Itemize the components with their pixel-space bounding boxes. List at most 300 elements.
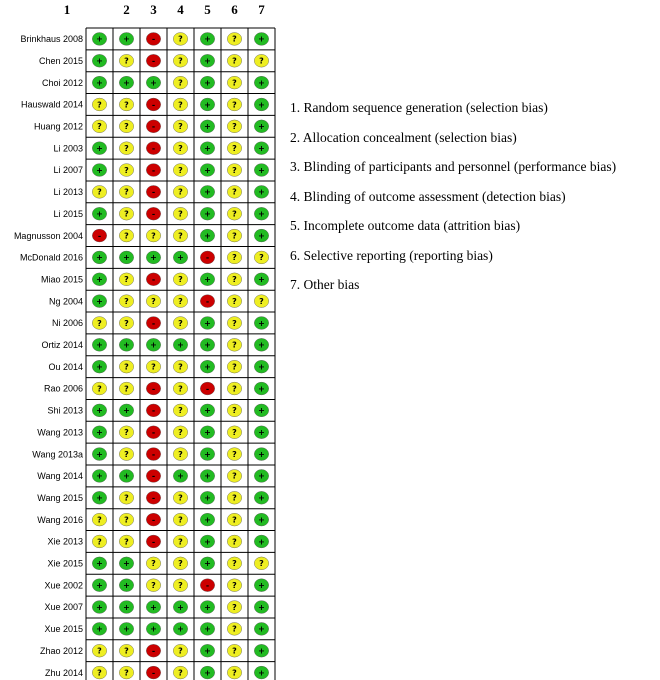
rating-marker-unclear [173,229,187,242]
rating-symbol: - [151,668,156,678]
study-label: Xue 2015 [44,624,83,635]
rating-symbol: ? [259,559,264,569]
study-label: Xie 2015 [47,558,83,569]
rating-symbol: + [204,165,211,175]
rating-marker-low [92,360,106,373]
rating-marker-unclear [227,229,241,242]
rating-symbol: + [204,143,211,153]
rating-marker-low [254,273,268,286]
rating-marker-unclear [146,579,160,592]
rating-marker-unclear [173,76,187,89]
rating-symbol: ? [97,122,102,132]
rating-marker-unclear [173,513,187,526]
rating-marker-low [92,295,106,308]
rating-marker-unclear [119,666,133,679]
rating-symbol: ? [178,646,183,656]
rating-symbol: + [177,471,184,481]
rating-marker-high [146,120,160,133]
rating-symbol: ? [124,449,129,459]
rating-marker-unclear [173,579,187,592]
rating-marker-low [254,491,268,504]
rating-marker-low [119,557,133,570]
rating-symbol: + [204,624,211,634]
rating-symbol: + [96,209,103,219]
rating-marker-unclear [92,666,106,679]
rating-symbol: + [96,78,103,88]
rating-symbol: + [123,34,130,44]
rating-symbol: + [150,253,157,263]
rating-marker-high [200,251,214,264]
rating-symbol: ? [232,493,237,503]
study-label: Xie 2013 [47,536,83,547]
rating-symbol: ? [178,537,183,547]
rating-symbol: + [177,340,184,350]
rating-symbol: ? [178,165,183,175]
rating-marker-unclear [173,360,187,373]
rating-marker-low [200,229,214,242]
rating-marker-high [146,142,160,155]
rating-symbol: ? [178,428,183,438]
rating-symbol: + [258,449,265,459]
rating-symbol: ? [97,646,102,656]
rating-marker-unclear [119,513,133,526]
rating-marker-unclear [227,273,241,286]
rating-marker-unclear [227,185,241,198]
rating-marker-unclear [173,295,187,308]
rating-marker-low [119,404,133,417]
rating-symbol: + [96,449,103,459]
rating-marker-unclear [227,360,241,373]
rating-symbol: ? [259,56,264,66]
rating-marker-low [119,622,133,635]
rating-symbol: ? [97,384,102,394]
rating-symbol: + [258,668,265,678]
rating-marker-low [119,601,133,614]
rating-symbol: + [204,646,211,656]
rating-symbol: ? [124,143,129,153]
rating-marker-unclear [227,142,241,155]
study-label: Ni 2006 [51,318,83,329]
rating-marker-low [254,207,268,220]
rating-marker-low [119,338,133,351]
rating-marker-low [173,601,187,614]
rating-symbol: ? [232,56,237,66]
rating-symbol: ? [232,253,237,263]
rating-symbol: + [96,580,103,590]
rating-symbol: - [151,209,156,219]
rating-marker-unclear [254,557,268,570]
rating-marker-low [119,33,133,46]
rating-symbol: + [258,602,265,612]
rating-marker-unclear [119,229,133,242]
rating-symbol: + [204,209,211,219]
rating-marker-unclear [173,33,187,46]
rating-marker-low [200,98,214,111]
rating-symbol: ? [232,449,237,459]
rating-marker-low [200,273,214,286]
rating-marker-high [146,470,160,483]
rating-marker-unclear [92,535,106,548]
study-label: Ng 2004 [48,296,83,307]
rating-marker-low [173,338,187,351]
rating-marker-low [119,470,133,483]
rating-symbol: ? [178,209,183,219]
rating-symbol: ? [232,340,237,350]
rating-symbol: - [151,143,156,153]
rating-marker-unclear [227,98,241,111]
rating-marker-low [254,535,268,548]
column-header-6: 6 [231,2,238,17]
rating-marker-unclear [227,448,241,461]
rating-marker-unclear [119,382,133,395]
rating-marker-low [254,185,268,198]
rating-symbol: ? [151,296,156,306]
rating-symbol: + [204,449,211,459]
rating-symbol: + [123,78,130,88]
rating-symbol: + [204,100,211,110]
rating-marker-unclear [173,207,187,220]
rating-symbol: + [204,428,211,438]
rating-marker-unclear [227,557,241,570]
rating-symbol: ? [151,231,156,241]
rating-symbol: ? [232,275,237,285]
legend-item-4: 4. Blinding of outcome assessment (detection bias) [290,188,566,204]
rating-symbol: ? [232,122,237,132]
rating-symbol: + [150,602,157,612]
rating-symbol: + [96,624,103,634]
rating-symbol: + [258,384,265,394]
study-label: Li 2015 [53,208,83,219]
rating-marker-unclear [173,120,187,133]
rating-symbol: ? [151,559,156,569]
rating-symbol: ? [178,362,183,372]
rating-symbol: + [204,559,211,569]
rating-marker-unclear [173,426,187,439]
rating-marker-low [92,557,106,570]
study-label: Li 2007 [53,165,83,176]
rating-marker-unclear [146,557,160,570]
rating-symbol: + [96,143,103,153]
legend-item-6: 6. Selective reporting (reporting bias) [290,247,493,263]
rating-symbol: + [258,493,265,503]
rating-marker-high [146,404,160,417]
rating-marker-low [92,54,106,67]
study-label: Zhu 2014 [44,667,83,678]
rating-symbol: + [96,340,103,350]
rating-marker-low [254,448,268,461]
rating-marker-low [254,622,268,635]
rating-marker-low [200,164,214,177]
rating-marker-unclear [227,535,241,548]
rating-marker-low [200,404,214,417]
study-label: Shi 2013 [47,405,83,416]
rating-marker-low [200,448,214,461]
rating-marker-unclear [227,317,241,330]
rating-symbol: + [258,537,265,547]
rating-symbol: + [258,515,265,525]
rating-symbol: + [96,362,103,372]
rating-marker-unclear [227,426,241,439]
rating-marker-low [92,164,106,177]
rating-marker-unclear [119,535,133,548]
rating-marker-low [254,360,268,373]
rating-symbol: ? [97,515,102,525]
legend-item-3: 3. Blinding of participants and personnel (performance bias) [290,159,617,174]
rating-symbol: + [204,362,211,372]
rating-symbol: ? [232,515,237,525]
rating-symbol: ? [178,406,183,416]
rating-marker-low [92,426,106,439]
rating-symbol: ? [124,231,129,241]
rating-marker-unclear [173,164,187,177]
rating-marker-low [119,251,133,264]
rating-marker-unclear [119,426,133,439]
rating-marker-unclear [119,360,133,373]
rating-marker-low [92,207,106,220]
rating-symbol: - [151,275,156,285]
rating-symbol: + [204,122,211,132]
rating-marker-high [146,644,160,657]
rating-symbol: + [96,165,103,175]
rating-marker-low [254,142,268,155]
rating-symbol: - [151,406,156,416]
rating-symbol: ? [124,56,129,66]
rating-marker-unclear [146,229,160,242]
column-header-2: 2 [123,2,130,17]
rating-symbol: + [258,471,265,481]
rating-symbol: + [96,471,103,481]
rating-marker-low [173,251,187,264]
rating-marker-unclear [119,185,133,198]
rating-symbol: ? [124,493,129,503]
rating-symbol: ? [124,209,129,219]
column-header-7: 7 [258,2,265,17]
rating-marker-unclear [119,295,133,308]
rating-marker-low [200,338,214,351]
rating-symbol: + [258,406,265,416]
study-label: Chen 2015 [38,55,83,66]
rating-symbol: ? [97,100,102,110]
rating-marker-unclear [227,470,241,483]
rating-symbol: + [204,56,211,66]
rating-symbol: + [258,428,265,438]
legend-item-7: 7. Other bias [290,277,360,292]
rating-symbol: + [204,187,211,197]
rating-symbol: + [123,580,130,590]
rating-marker-unclear [173,142,187,155]
rating-marker-low [254,666,268,679]
rating-marker-unclear [227,601,241,614]
rating-marker-low [119,76,133,89]
rating-marker-low [254,164,268,177]
rating-symbol: ? [178,559,183,569]
rating-symbol: - [151,646,156,656]
rating-marker-unclear [173,666,187,679]
rating-symbol: ? [232,384,237,394]
rating-symbol: - [151,537,156,547]
rating-symbol: + [123,406,130,416]
rating-marker-low [146,338,160,351]
rating-marker-low [200,470,214,483]
rating-symbol: ? [178,100,183,110]
rating-marker-unclear [227,207,241,220]
rating-marker-unclear [173,535,187,548]
rating-marker-unclear [173,317,187,330]
rating-symbol: + [96,253,103,263]
rating-marker-high [92,229,106,242]
rating-marker-unclear [227,120,241,133]
rating-marker-low [200,33,214,46]
rating-marker-unclear [119,448,133,461]
study-label: Wang 2014 [37,471,83,482]
rating-marker-high [146,535,160,548]
rating-marker-high [200,295,214,308]
study-label: Xue 2007 [44,602,83,613]
rating-marker-low [200,76,214,89]
rating-marker-low [200,513,214,526]
rating-symbol: - [97,231,102,241]
study-label: Ortiz 2014 [41,340,83,351]
rating-symbol: ? [124,515,129,525]
study-label: Zhao 2012 [39,645,83,656]
rating-symbol: + [123,602,130,612]
study-label: Wang 2013 [37,427,83,438]
rating-marker-unclear [92,513,106,526]
rating-symbol: - [151,34,156,44]
rating-symbol: ? [178,122,183,132]
rating-marker-low [254,470,268,483]
rating-symbol: ? [178,296,183,306]
rating-symbol: + [96,602,103,612]
rating-marker-unclear [227,644,241,657]
rating-symbol: + [150,340,157,350]
rating-marker-high [146,513,160,526]
rating-symbol: ? [124,428,129,438]
rating-marker-low [200,491,214,504]
rating-marker-low [119,579,133,592]
rating-marker-unclear [173,404,187,417]
rating-marker-high [146,185,160,198]
rating-symbol: ? [178,449,183,459]
rating-symbol: ? [232,668,237,678]
rating-symbol: ? [232,100,237,110]
rating-symbol: + [258,362,265,372]
rating-marker-low [200,185,214,198]
rating-symbol: + [96,559,103,569]
rating-marker-low [173,622,187,635]
rating-symbol: + [150,624,157,634]
rating-symbol: - [151,122,156,132]
rating-symbol: ? [232,646,237,656]
rating-marker-low [200,142,214,155]
column-header-1: 1 [63,2,71,17]
rating-symbol: ? [178,493,183,503]
rating-marker-low [200,644,214,657]
rating-symbol: ? [232,471,237,481]
rating-symbol: + [96,275,103,285]
rating-marker-unclear [227,579,241,592]
rating-marker-high [146,207,160,220]
rating-marker-low [200,426,214,439]
rating-symbol: + [258,580,265,590]
rating-marker-low [254,601,268,614]
rating-marker-low [200,622,214,635]
rating-marker-low [146,601,160,614]
rating-marker-unclear [92,98,106,111]
rating-marker-low [254,120,268,133]
rating-marker-low [92,404,106,417]
rating-marker-unclear [173,644,187,657]
study-label: McDonald 2016 [19,252,83,263]
rating-symbol: + [258,340,265,350]
rating-marker-unclear [227,33,241,46]
rating-marker-unclear [146,360,160,373]
rating-symbol: + [258,231,265,241]
rating-marker-low [146,622,160,635]
rating-symbol: - [151,471,156,481]
rating-marker-low [200,535,214,548]
rating-symbol: ? [97,537,102,547]
rating-symbol: - [151,384,156,394]
study-label: Hauswald 2014 [20,99,83,110]
column-header-3: 3 [150,2,157,17]
rating-symbol: ? [178,34,183,44]
rating-marker-unclear [173,557,187,570]
rating-symbol: + [96,493,103,503]
rating-symbol: + [96,428,103,438]
rating-symbol: + [204,515,211,525]
rating-symbol: + [258,624,265,634]
rating-symbol: ? [259,253,264,263]
rating-marker-unclear [173,54,187,67]
rating-marker-unclear [227,338,241,351]
rating-symbol: + [204,406,211,416]
rating-marker-unclear [227,404,241,417]
rating-marker-unclear [173,273,187,286]
study-label: Brinkhaus 2008 [20,34,83,45]
rating-symbol: + [123,624,130,634]
rating-marker-high [146,54,160,67]
rating-marker-low [146,76,160,89]
rating-symbol: - [151,493,156,503]
rating-symbol: - [205,296,210,306]
rating-symbol: ? [232,428,237,438]
rating-symbol: ? [124,362,129,372]
rating-marker-unclear [227,622,241,635]
rating-marker-low [200,207,214,220]
rating-symbol: + [258,646,265,656]
column-header-4: 4 [177,2,184,17]
rating-marker-unclear [173,185,187,198]
rating-symbol: + [258,209,265,219]
rating-symbol: + [177,253,184,263]
study-label: Rao 2006 [43,383,83,394]
rating-symbol: ? [232,231,237,241]
rating-symbol: + [177,624,184,634]
rating-symbol: ? [232,580,237,590]
rating-marker-low [173,470,187,483]
study-label: Choi 2012 [41,77,83,88]
rating-symbol: ? [232,78,237,88]
rating-marker-low [254,404,268,417]
rating-symbol: + [204,231,211,241]
study-label: Magnusson 2004 [13,230,83,241]
rating-marker-low [254,76,268,89]
rating-marker-high [146,448,160,461]
rating-symbol: ? [178,78,183,88]
rating-marker-low [200,666,214,679]
rating-symbol: ? [259,296,264,306]
